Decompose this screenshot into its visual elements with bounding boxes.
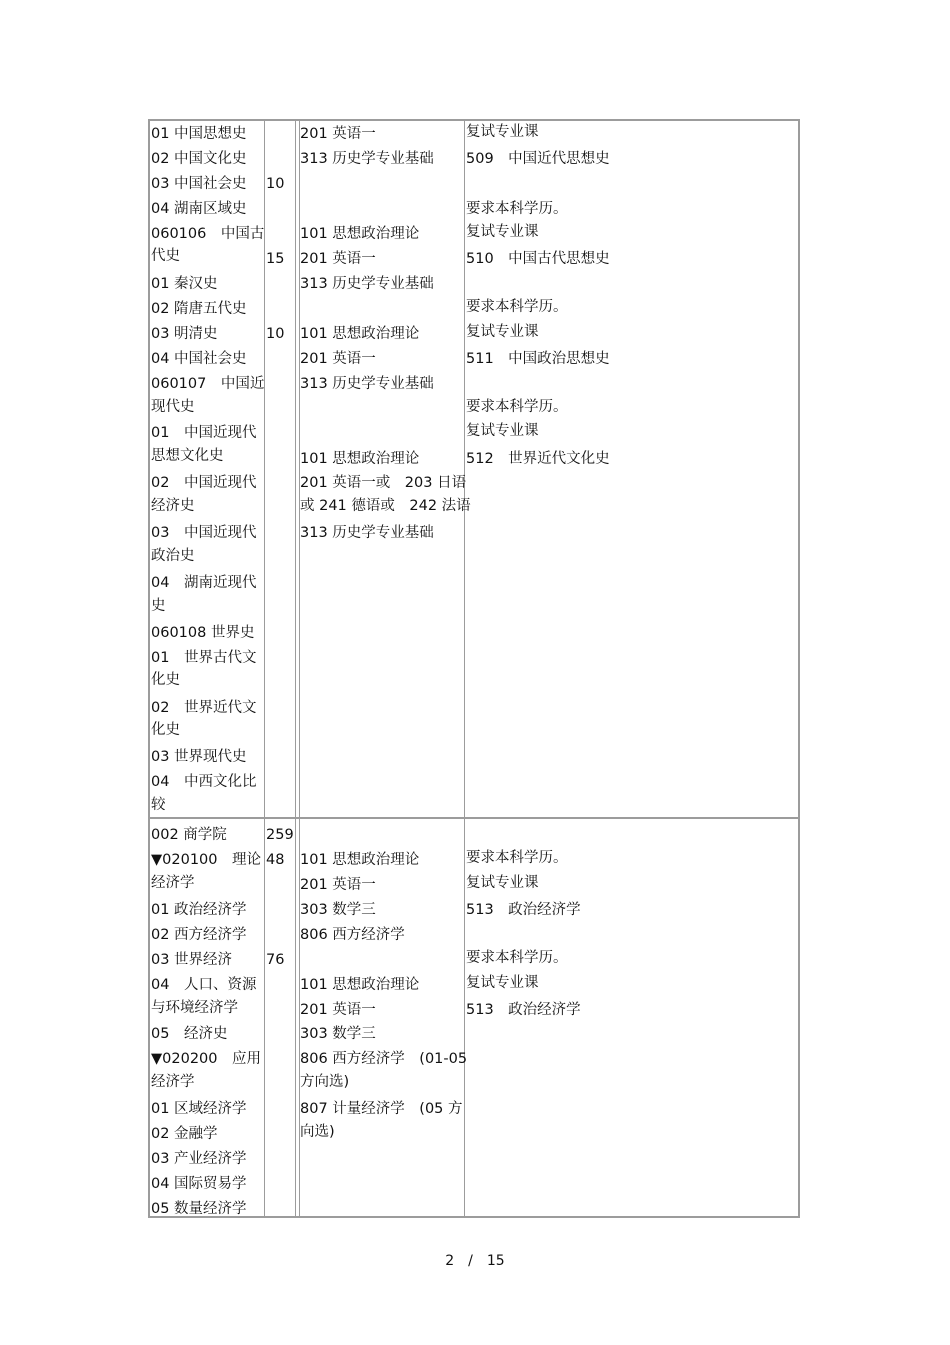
table2-col3-line: 807 计量经济学 (05 方 [300, 1101, 463, 1117]
table2-col1-line: 05 经济史 [151, 1026, 228, 1042]
table1-col2-line: 10 [266, 176, 285, 192]
table1-col1-line: 01 中国近现代 [151, 425, 257, 441]
table2-col1-line: 经济学 [151, 1074, 195, 1090]
table1-col1-line: 现代史 [151, 399, 195, 415]
table1-col3-line: 201 英语一 [300, 351, 376, 367]
table1-col4-line: 要求本科学历。 [466, 201, 568, 217]
table2-col1-line: 与环境经济学 [151, 1000, 238, 1016]
table2-col4-line: 复试专业课 [466, 975, 539, 991]
table2-col4-line: 复试专业课 [466, 875, 539, 891]
table1-col2-line: 10 [266, 326, 285, 342]
table1-col1-line: 04 中西文化比 [151, 774, 257, 790]
table1-col1-line: 较 [151, 797, 166, 813]
table1-col1-line: 02 中国近现代 [151, 475, 257, 491]
table2-col4-line: 513 政治经济学 [466, 1002, 581, 1018]
table1-col1-line: 060107 中国近 [151, 376, 265, 392]
table1-col4-line: 复试专业课 [466, 423, 539, 439]
table2-col3-line: 方向选) [300, 1074, 350, 1090]
table1-col4-line: 复试专业课 [466, 324, 539, 340]
table1-col4-line: 510 中国古代思想史 [466, 251, 610, 267]
table2-col3-line: 向选) [300, 1124, 335, 1140]
table2-col1-line: 05 数量经济学 [151, 1201, 247, 1217]
table2-col4-line: 513 政治经济学 [466, 902, 581, 918]
table2-col3-line: 806 西方经济学 (01-05 [300, 1051, 468, 1067]
column-divider [264, 121, 296, 817]
table1-col4-line: 要求本科学历。 [466, 399, 568, 415]
table1-col1-line: 经济史 [151, 498, 195, 514]
table1-col3-line: 201 英语一 [300, 251, 376, 267]
table1-col1-line: 02 中国文化史 [151, 151, 247, 167]
table1-col1-line: 03 明清史 [151, 326, 218, 342]
table1-col1-line: 02 隋唐五代史 [151, 301, 247, 317]
table2-col2-line: 76 [266, 952, 285, 968]
table1-col3-line: 201 英语一或 203 日语 [300, 475, 467, 491]
table2-col3-line: 303 数学三 [300, 1026, 376, 1042]
table1-col1-line: 04 中国社会史 [151, 351, 247, 367]
table2-col3-line: 101 思想政治理论 [300, 977, 420, 993]
table1-col1-line: 04 湖南区域史 [151, 201, 247, 217]
table1-col1-line: 060106 中国古 [151, 226, 265, 242]
table2-col3-line: 303 数学三 [300, 902, 376, 918]
table1-col1-line: 思想文化史 [151, 448, 224, 464]
table2-col1-line: 03 世界经济 [151, 952, 233, 968]
table2-col4-line: 要求本科学历。 [466, 850, 568, 866]
table1-col3-line: 101 思想政治理论 [300, 326, 420, 342]
table1-col3-line: 313 历史学专业基础 [300, 151, 434, 167]
table1-col3-line: 313 历史学专业基础 [300, 376, 434, 392]
table1-col3-line: 或 241 德语或 242 法语 [300, 498, 471, 514]
table2-col1-line: 01 政治经济学 [151, 902, 247, 918]
table1-col1-line: 03 中国社会史 [151, 176, 247, 192]
table1-col1-line: 政治史 [151, 548, 195, 564]
table2-col1-line: 02 金融学 [151, 1126, 218, 1142]
table1-col1-line: 060108 世界史 [151, 625, 255, 641]
table1-col1-line: 01 秦汉史 [151, 276, 218, 292]
table1-col3-line: 313 历史学专业基础 [300, 276, 434, 292]
table2-col3-line: 806 西方经济学 [300, 927, 405, 943]
table1-col1-line: 02 世界近代文 [151, 700, 257, 716]
table1-col1-line: 化史 [151, 722, 180, 738]
table1-col1-line: 01 中国思想史 [151, 126, 247, 142]
table2-col1-line: 01 区域经济学 [151, 1101, 247, 1117]
table2-col1-line: 经济学 [151, 875, 195, 891]
table2-col1-line: ▼020100 理论 [151, 852, 262, 868]
table1-col1-line: 化史 [151, 672, 180, 688]
page-indicator: 2 / 15 [445, 1253, 505, 1269]
table1-col3-line: 313 历史学专业基础 [300, 525, 434, 541]
table1-col3-line: 101 思想政治理论 [300, 226, 420, 242]
table1-col4-line: 复试专业课 [466, 224, 539, 240]
table1-col4-line: 要求本科学历。 [466, 299, 568, 315]
table2-col3-line: 201 英语一 [300, 877, 376, 893]
table1-col3-line: 201 英语一 [300, 126, 376, 142]
table1-col2-line: 15 [266, 251, 285, 267]
table1-col4-line: 509 中国近代思想史 [466, 151, 610, 167]
column-divider [264, 819, 296, 1216]
table1-col1-line: 03 世界现代史 [151, 749, 247, 765]
table2-col1-line: ▼020200 应用 [151, 1051, 262, 1067]
table1-col1-line: 04 湖南近现代 [151, 575, 257, 591]
table2-col2-line: 48 [266, 852, 285, 868]
table1-col1-line: 03 中国近现代 [151, 525, 257, 541]
table1-col4-line: 511 中国政治思想史 [466, 351, 610, 367]
table2-col1-line: 04 人口、资源 [151, 977, 257, 993]
table1-col3-line: 101 思想政治理论 [300, 451, 420, 467]
table2-col1-line: 04 国际贸易学 [151, 1176, 247, 1192]
table1-col4-line: 复试专业课 [466, 124, 539, 140]
table2-col3-line: 201 英语一 [300, 1002, 376, 1018]
table2-col1-line: 02 西方经济学 [151, 927, 247, 943]
table1-col1-line: 代史 [151, 248, 180, 264]
table2-col2-line: 259 [266, 827, 294, 843]
table2-col1-line: 002 商学院 [151, 827, 227, 843]
table2-col3-line: 101 思想政治理论 [300, 852, 420, 868]
table1-col4-line: 512 世界近代文化史 [466, 451, 610, 467]
table2-col1-line: 03 产业经济学 [151, 1151, 247, 1167]
table1-col1-line: 01 世界古代文 [151, 650, 257, 666]
table2-col4-line: 要求本科学历。 [466, 950, 568, 966]
table1-col1-line: 史 [151, 598, 166, 614]
